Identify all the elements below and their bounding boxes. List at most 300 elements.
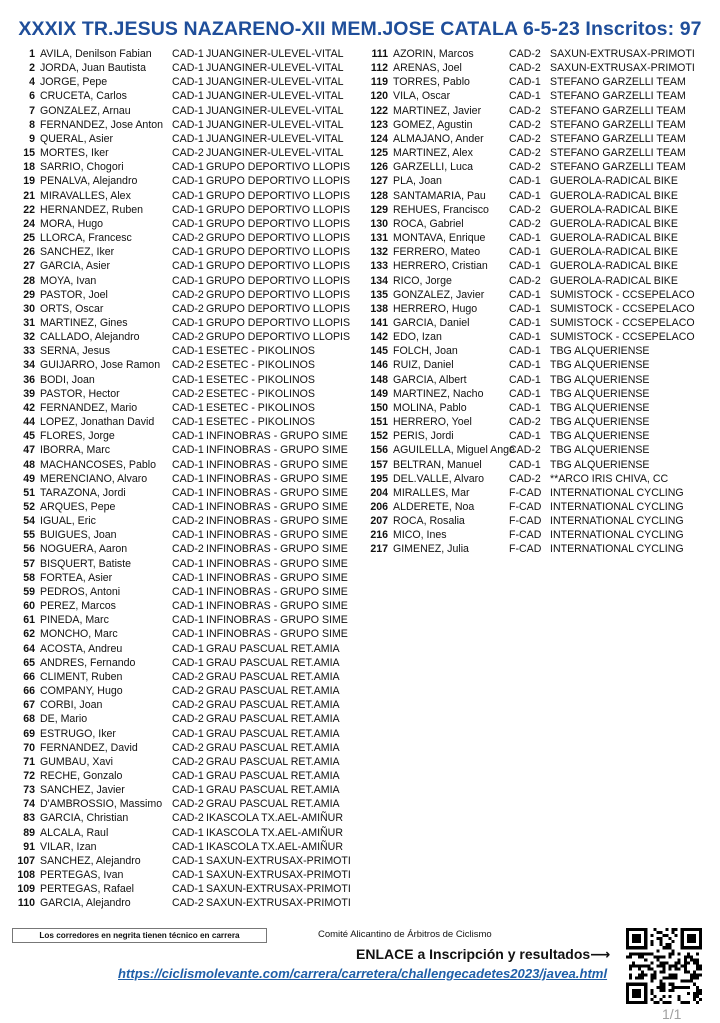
rider-team: JUANGINER-ULEVEL-VITAL bbox=[206, 118, 344, 131]
rider-name: QUERAL, Asier bbox=[40, 132, 114, 145]
rider-number: 65 bbox=[23, 656, 35, 669]
rider-name: JORDA, Juan Bautista bbox=[40, 62, 146, 75]
rider-category: CAD-1 bbox=[172, 373, 204, 386]
rider-number: 54 bbox=[23, 515, 35, 528]
rider-number: 67 bbox=[23, 699, 35, 712]
rider-category: F-CAD bbox=[509, 486, 542, 499]
rider-row bbox=[8, 627, 360, 641]
rider-name: FOLCH, Joan bbox=[393, 345, 458, 358]
rider-row bbox=[8, 542, 360, 556]
rider-team: ESETEC - PIKOLINOS bbox=[206, 359, 315, 372]
rider-category: CAD-1 bbox=[172, 628, 204, 641]
rider-category: CAD-1 bbox=[509, 387, 541, 400]
rider-number: 89 bbox=[23, 826, 35, 839]
rider-category: CAD-1 bbox=[509, 189, 541, 202]
rider-team: STEFANO GARZELLI TEAM bbox=[550, 161, 686, 174]
rider-category: CAD-2 bbox=[172, 543, 204, 556]
rider-name: LOPEZ, Jonathan David bbox=[40, 416, 155, 429]
rider-number: 29 bbox=[23, 288, 35, 301]
rider-team: GRAU PASCUAL RET.AMIA bbox=[206, 755, 340, 768]
rider-category: CAD-1 bbox=[172, 246, 204, 259]
rider-category: CAD-1 bbox=[509, 401, 541, 414]
rider-team: INFINOBRAS - GRUPO SIME bbox=[206, 472, 348, 485]
rider-team: GRUPO DEPORTIVO LLOPIS bbox=[206, 175, 351, 188]
rider-team: TBG ALQUERIENSE bbox=[550, 458, 650, 471]
rider-category: CAD-1 bbox=[172, 76, 204, 89]
rider-team: INFINOBRAS - GRUPO SIME bbox=[206, 571, 348, 584]
rider-name: HERRERO, Cristian bbox=[393, 260, 488, 273]
rider-row bbox=[8, 174, 360, 188]
rider-category: CAD-2 bbox=[172, 288, 204, 301]
rider-category: CAD-2 bbox=[509, 274, 541, 287]
rider-row bbox=[360, 373, 712, 387]
rider-row bbox=[8, 259, 360, 273]
rider-row bbox=[8, 47, 360, 61]
rider-number: 57 bbox=[23, 557, 35, 570]
rider-number: 51 bbox=[23, 486, 35, 499]
rider-category: CAD-1 bbox=[172, 161, 204, 174]
rider-number: 131 bbox=[370, 232, 388, 245]
rider-team: GRAU PASCUAL RET.AMIA bbox=[206, 784, 340, 797]
rider-number: 66 bbox=[23, 685, 35, 698]
rider-team: SAXUN-EXTRUSAX-PRIMOTI bbox=[550, 48, 695, 60]
rider-name: MONTAVA, Enrique bbox=[393, 232, 486, 245]
rider-category: CAD-1 bbox=[172, 260, 204, 273]
rider-row bbox=[360, 104, 712, 118]
rider-team: GRAU PASCUAL RET.AMIA bbox=[206, 741, 340, 754]
rider-team: JUANGINER-ULEVEL-VITAL bbox=[206, 104, 344, 117]
rider-number: 33 bbox=[23, 345, 35, 358]
rider-team: JUANGINER-ULEVEL-VITAL bbox=[206, 147, 344, 160]
rider-number: 135 bbox=[370, 288, 388, 301]
rider-name: GARCIA, Alejandro bbox=[40, 897, 131, 910]
rider-category: CAD-2 bbox=[172, 685, 204, 698]
rider-name: ALCALA, Raul bbox=[40, 826, 109, 839]
rider-team: SUMISTOCK - CCSEPELACO bbox=[550, 288, 695, 301]
rider-category: CAD-2 bbox=[509, 444, 541, 457]
rider-category: CAD-2 bbox=[172, 147, 204, 160]
rider-team: ESETEC - PIKOLINOS bbox=[206, 345, 315, 358]
rider-row bbox=[360, 274, 712, 288]
rider-category: CAD-2 bbox=[509, 104, 541, 117]
rider-category: CAD-1 bbox=[509, 246, 541, 259]
rider-name: PASTOR, Joel bbox=[40, 288, 108, 301]
rider-number: 49 bbox=[23, 472, 35, 485]
qr-code-icon[interactable] bbox=[626, 928, 702, 1004]
rider-row bbox=[360, 61, 712, 75]
rider-number: 204 bbox=[370, 486, 388, 499]
rider-team: **ARCO IRIS CHIVA, CC bbox=[550, 472, 669, 485]
rider-number: 26 bbox=[23, 246, 35, 259]
rider-row bbox=[360, 89, 712, 103]
rider-team: SAXUN-EXTRUSAX-PRIMOTI bbox=[206, 883, 351, 896]
rider-number: 15 bbox=[23, 147, 35, 160]
rider-name: FERRERO, Mateo bbox=[393, 246, 481, 259]
rider-number: 44 bbox=[23, 416, 35, 429]
rider-category: CAD-2 bbox=[509, 203, 541, 216]
rider-team: INFINOBRAS - GRUPO SIME bbox=[206, 486, 348, 499]
rider-number: 60 bbox=[23, 600, 35, 613]
rider-name: ROCA, Gabriel bbox=[393, 217, 464, 230]
rider-number: 22 bbox=[23, 203, 35, 216]
rider-team: GRAU PASCUAL RET.AMIA bbox=[206, 699, 340, 712]
rider-name: COMPANY, Hugo bbox=[40, 685, 123, 698]
rider-name: CRUCETA, Carlos bbox=[40, 90, 127, 103]
rider-number: 48 bbox=[23, 458, 35, 471]
rider-category: CAD-1 bbox=[172, 614, 204, 627]
rider-team: STEFANO GARZELLI TEAM bbox=[550, 147, 686, 160]
rider-number: 132 bbox=[370, 246, 388, 259]
rider-number: 110 bbox=[17, 897, 35, 910]
rider-category: CAD-1 bbox=[509, 331, 541, 344]
rider-row bbox=[8, 811, 360, 825]
rider-name: JORGE, Pepe bbox=[40, 76, 108, 89]
rider-name: FERNANDEZ, David bbox=[40, 741, 138, 754]
rider-team: JUANGINER-ULEVEL-VITAL bbox=[206, 48, 344, 60]
rider-team: GRAU PASCUAL RET.AMIA bbox=[206, 798, 340, 811]
rider-team: GRAU PASCUAL RET.AMIA bbox=[206, 656, 340, 669]
rider-category: CAD-1 bbox=[172, 345, 204, 358]
rider-category: CAD-2 bbox=[172, 713, 204, 726]
rider-team: GRUPO DEPORTIVO LLOPIS bbox=[206, 217, 351, 230]
rider-category: CAD-2 bbox=[172, 798, 204, 811]
rider-row bbox=[360, 458, 712, 472]
rider-number: 25 bbox=[23, 232, 35, 245]
rider-row bbox=[360, 542, 712, 556]
rider-row bbox=[8, 146, 360, 160]
rider-name: IGUAL, Eric bbox=[40, 515, 96, 528]
rider-team: GUEROLA-RADICAL BIKE bbox=[550, 246, 678, 259]
rider-number: 56 bbox=[23, 543, 35, 556]
rider-team: GRUPO DEPORTIVO LLOPIS bbox=[206, 302, 351, 315]
rider-category: CAD-1 bbox=[172, 600, 204, 613]
rider-row bbox=[360, 231, 712, 245]
rider-team: GUEROLA-RADICAL BIKE bbox=[550, 203, 678, 216]
rider-number: 133 bbox=[370, 260, 388, 273]
rider-row bbox=[8, 712, 360, 726]
rider-number: 73 bbox=[23, 784, 35, 797]
rider-number: 146 bbox=[370, 359, 388, 372]
rider-number: 127 bbox=[370, 175, 388, 188]
rider-name: MARTINEZ, Javier bbox=[393, 104, 482, 117]
rider-row bbox=[360, 344, 712, 358]
rider-team: GRUPO DEPORTIVO LLOPIS bbox=[206, 232, 351, 245]
rider-row bbox=[8, 656, 360, 670]
rider-team: SUMISTOCK - CCSEPELACO bbox=[550, 302, 695, 315]
rider-number: 149 bbox=[370, 387, 388, 400]
rider-name: BUIGUES, Joan bbox=[40, 529, 117, 542]
rider-team: STEFANO GARZELLI TEAM bbox=[550, 90, 686, 103]
rider-name: CORBI, Joan bbox=[40, 699, 103, 712]
rider-category: CAD-2 bbox=[172, 755, 204, 768]
rider-category: CAD-2 bbox=[509, 62, 541, 75]
rider-row bbox=[8, 75, 360, 89]
rider-name: MIRAVALLES, Alex bbox=[40, 189, 131, 202]
rider-category: CAD-1 bbox=[172, 529, 204, 542]
rider-team: IKASCOLA TX.AEL-AMIÑUR bbox=[206, 840, 343, 853]
rider-team: INFINOBRAS - GRUPO SIME bbox=[206, 628, 348, 641]
rider-category: F-CAD bbox=[509, 543, 542, 556]
rider-name: DEL.VALLE, Alvaro bbox=[393, 472, 485, 485]
rider-row bbox=[8, 486, 360, 500]
rider-team: TBG ALQUERIENSE bbox=[550, 387, 650, 400]
rider-category: CAD-1 bbox=[509, 90, 541, 103]
rider-category: F-CAD bbox=[509, 515, 542, 528]
rider-category: CAD-1 bbox=[172, 316, 204, 329]
rider-row bbox=[360, 358, 712, 372]
rider-number: 72 bbox=[23, 769, 35, 782]
rider-team: GRUPO DEPORTIVO LLOPIS bbox=[206, 316, 351, 329]
rider-row bbox=[360, 443, 712, 457]
rider-row bbox=[8, 217, 360, 231]
rider-team: ESETEC - PIKOLINOS bbox=[206, 387, 315, 400]
rider-number: 62 bbox=[23, 628, 35, 641]
rider-number: 128 bbox=[370, 189, 388, 202]
rider-name: FERNANDEZ, Jose Anton bbox=[40, 118, 164, 131]
rider-number: 69 bbox=[23, 727, 35, 740]
rider-row bbox=[360, 146, 712, 160]
rider-row bbox=[360, 47, 712, 61]
rider-category: CAD-1 bbox=[172, 175, 204, 188]
results-link[interactable]: https://ciclismolevante.com/carrera/carretera/challengecadetes2023/javea.html bbox=[118, 966, 608, 981]
rider-number: 206 bbox=[370, 501, 388, 513]
rider-name: BODI, Joan bbox=[40, 373, 95, 386]
rider-number: 119 bbox=[370, 76, 388, 89]
rider-category: CAD-1 bbox=[172, 642, 204, 655]
rider-number: 109 bbox=[17, 883, 35, 896]
rider-category: CAD-2 bbox=[509, 132, 541, 145]
rider-team: GRUPO DEPORTIVO LLOPIS bbox=[206, 246, 351, 259]
rider-row bbox=[8, 429, 360, 443]
rider-category: CAD-2 bbox=[172, 670, 204, 683]
rider-name: AVILA, Denilson Fabian bbox=[40, 48, 152, 60]
rider-name: PEREZ, Marcos bbox=[40, 600, 116, 613]
rider-row bbox=[360, 429, 712, 443]
rider-number: 2 bbox=[29, 62, 35, 75]
rider-team: IKASCOLA TX.AEL-AMIÑUR bbox=[206, 812, 343, 825]
rider-category: CAD-2 bbox=[509, 472, 541, 485]
rider-category: CAD-1 bbox=[509, 302, 541, 315]
rider-number: 207 bbox=[370, 515, 388, 528]
rider-name: PEDROS, Antoni bbox=[40, 585, 121, 598]
rider-team: JUANGINER-ULEVEL-VITAL bbox=[206, 132, 344, 145]
rider-category: CAD-1 bbox=[172, 430, 204, 443]
rider-category: CAD-1 bbox=[172, 854, 204, 867]
rider-team: SAXUN-EXTRUSAX-PRIMOTI bbox=[206, 897, 351, 910]
rider-name: TARAZONA, Jordi bbox=[40, 486, 126, 499]
rider-number: 157 bbox=[370, 458, 388, 471]
rider-row bbox=[360, 132, 712, 146]
rider-name: IBORRA, Marc bbox=[40, 444, 111, 457]
rider-row bbox=[8, 203, 360, 217]
rider-name: GARCIA, Albert bbox=[393, 373, 467, 386]
rider-row bbox=[8, 797, 360, 811]
rider-category: CAD-1 bbox=[172, 203, 204, 216]
rider-row bbox=[8, 868, 360, 882]
rider-name: VILA, Oscar bbox=[393, 90, 451, 103]
rider-team: INFINOBRAS - GRUPO SIME bbox=[206, 543, 348, 556]
rider-category: CAD-1 bbox=[509, 260, 541, 273]
rider-name: GARZELLI, Luca bbox=[393, 161, 474, 174]
rider-number: 32 bbox=[23, 331, 35, 344]
rider-team: GUEROLA-RADICAL BIKE bbox=[550, 274, 678, 287]
rider-number: 122 bbox=[370, 104, 388, 117]
rider-row bbox=[8, 373, 360, 387]
rider-category: CAD-2 bbox=[509, 118, 541, 131]
rider-category: CAD-1 bbox=[172, 571, 204, 584]
rider-category: CAD-1 bbox=[509, 316, 541, 329]
rider-row bbox=[8, 401, 360, 415]
rider-name: MOYA, Ivan bbox=[40, 274, 97, 287]
rider-name: GONZALEZ, Javier bbox=[393, 288, 485, 301]
rider-category: CAD-1 bbox=[509, 232, 541, 245]
rider-category: CAD-2 bbox=[172, 897, 204, 910]
rider-row bbox=[360, 245, 712, 259]
rider-category: CAD-1 bbox=[172, 883, 204, 896]
rider-number: 55 bbox=[23, 529, 35, 542]
rider-row bbox=[360, 500, 712, 514]
rider-number: 108 bbox=[17, 869, 35, 882]
rider-name: ANDRES, Fernando bbox=[40, 656, 136, 669]
rider-name: CALLADO, Alejandro bbox=[40, 331, 140, 344]
rider-team: INTERNATIONAL CYCLING bbox=[550, 529, 684, 542]
rider-name: AZORIN, Marcos bbox=[393, 48, 474, 60]
rider-category: CAD-1 bbox=[172, 501, 204, 513]
rider-team: GRUPO DEPORTIVO LLOPIS bbox=[206, 161, 351, 174]
rider-row bbox=[360, 217, 712, 231]
rider-row bbox=[8, 330, 360, 344]
rider-team: SUMISTOCK - CCSEPELACO bbox=[550, 331, 695, 344]
rider-name: LLORCA, Francesc bbox=[40, 232, 132, 245]
rider-row bbox=[8, 344, 360, 358]
rider-number: 9 bbox=[29, 132, 35, 145]
page-indicator: 1/1 bbox=[662, 1006, 682, 1022]
rider-team: JUANGINER-ULEVEL-VITAL bbox=[206, 76, 344, 89]
rider-category: CAD-1 bbox=[509, 373, 541, 386]
rider-category: CAD-1 bbox=[509, 430, 541, 443]
page-title: XXXIX TR.JESUS NAZARENO-XII MEM.JOSE CATALA 6-5-23 Inscritos: 97 bbox=[18, 18, 702, 40]
rider-row bbox=[360, 259, 712, 273]
rider-name: ORTS, Oscar bbox=[40, 302, 104, 315]
rider-name: GARCIA, Daniel bbox=[393, 316, 470, 329]
rider-row bbox=[360, 118, 712, 132]
rider-row bbox=[360, 75, 712, 89]
rider-team: GRUPO DEPORTIVO LLOPIS bbox=[206, 189, 351, 202]
rider-team: GRAU PASCUAL RET.AMIA bbox=[206, 727, 340, 740]
rider-team: TBG ALQUERIENSE bbox=[550, 401, 650, 414]
rider-category: CAD-1 bbox=[509, 76, 541, 89]
rider-number: 68 bbox=[23, 713, 35, 726]
rider-team: INFINOBRAS - GRUPO SIME bbox=[206, 458, 348, 471]
rider-row bbox=[360, 302, 712, 316]
rider-number: 52 bbox=[23, 501, 35, 513]
rider-team: INFINOBRAS - GRUPO SIME bbox=[206, 444, 348, 457]
rider-number: 126 bbox=[370, 161, 388, 174]
rider-category: CAD-1 bbox=[172, 217, 204, 230]
rider-team: GUEROLA-RADICAL BIKE bbox=[550, 175, 678, 188]
rider-number: 138 bbox=[370, 302, 388, 315]
rider-category: CAD-1 bbox=[172, 769, 204, 782]
rider-category: CAD-1 bbox=[172, 90, 204, 103]
rider-number: 58 bbox=[23, 571, 35, 584]
rider-category: CAD-1 bbox=[172, 48, 204, 60]
rider-row bbox=[8, 472, 360, 486]
rider-name: HERRERO, Hugo bbox=[393, 302, 478, 315]
rider-number: 36 bbox=[23, 373, 35, 386]
results-link-heading: ENLACE a Inscripción y resultados⟶ bbox=[356, 946, 611, 962]
rider-name: BELTRAN, Manuel bbox=[393, 458, 482, 471]
rider-name: GUIJARRO, Jose Ramon bbox=[40, 359, 161, 372]
rider-team: INTERNATIONAL CYCLING bbox=[550, 515, 684, 528]
rider-row bbox=[8, 274, 360, 288]
rider-number: 59 bbox=[23, 585, 35, 598]
rider-number: 142 bbox=[370, 331, 388, 344]
rider-name: HERNANDEZ, Ruben bbox=[40, 203, 144, 216]
rider-team: GUEROLA-RADICAL BIKE bbox=[550, 232, 678, 245]
rider-number: 34 bbox=[23, 359, 35, 372]
rider-team: STEFANO GARZELLI TEAM bbox=[550, 76, 686, 89]
rider-number: 7 bbox=[29, 104, 35, 117]
rider-category: CAD-1 bbox=[172, 656, 204, 669]
rider-team: TBG ALQUERIENSE bbox=[550, 345, 650, 358]
rider-team: TBG ALQUERIENSE bbox=[550, 373, 650, 386]
rider-name: SANCHEZ, Javier bbox=[40, 784, 125, 797]
rider-team: JUANGINER-ULEVEL-VITAL bbox=[206, 62, 344, 75]
rider-category: CAD-1 bbox=[172, 62, 204, 75]
rider-category: CAD-2 bbox=[509, 161, 541, 174]
rider-team: SAXUN-EXTRUSAX-PRIMOTI bbox=[206, 854, 351, 867]
rider-number: 74 bbox=[23, 798, 35, 811]
rider-category: CAD-1 bbox=[172, 840, 204, 853]
rider-category: CAD-2 bbox=[509, 416, 541, 429]
rider-name: ACOSTA, Andreu bbox=[40, 642, 123, 655]
rider-row bbox=[360, 387, 712, 401]
rider-category: CAD-1 bbox=[172, 585, 204, 598]
rider-category: CAD-2 bbox=[172, 331, 204, 344]
rider-number: 150 bbox=[370, 401, 388, 414]
rider-team: INFINOBRAS - GRUPO SIME bbox=[206, 557, 348, 570]
rider-row bbox=[8, 670, 360, 684]
rider-number: 216 bbox=[370, 529, 388, 542]
rider-name: MORA, Hugo bbox=[40, 217, 103, 230]
rider-row bbox=[8, 132, 360, 146]
rider-number: 18 bbox=[23, 161, 35, 174]
rider-number: 28 bbox=[23, 274, 35, 287]
rider-category: CAD-2 bbox=[172, 812, 204, 825]
rider-number: 120 bbox=[370, 90, 388, 103]
rider-team: TBG ALQUERIENSE bbox=[550, 359, 650, 372]
rider-team: STEFANO GARZELLI TEAM bbox=[550, 104, 686, 117]
rider-category: CAD-2 bbox=[172, 359, 204, 372]
rider-row bbox=[8, 104, 360, 118]
rider-number: 130 bbox=[370, 217, 388, 230]
rider-row bbox=[8, 826, 360, 840]
rider-number: 19 bbox=[23, 175, 35, 188]
committee-label: Comité Alicantino de Árbitros de Ciclismo bbox=[318, 929, 492, 940]
rider-category: CAD-1 bbox=[172, 104, 204, 117]
rider-category: CAD-2 bbox=[172, 387, 204, 400]
rider-number: 39 bbox=[23, 387, 35, 400]
rider-number: 145 bbox=[370, 345, 388, 358]
rider-name: PERTEGAS, Ivan bbox=[40, 869, 124, 882]
rider-row bbox=[360, 401, 712, 415]
rider-number: 123 bbox=[370, 118, 388, 131]
rider-category: CAD-2 bbox=[172, 699, 204, 712]
rider-number: 71 bbox=[23, 755, 35, 768]
rider-name: SANTAMARIA, Pau bbox=[393, 189, 486, 202]
rider-team: GUEROLA-RADICAL BIKE bbox=[550, 260, 678, 273]
rider-row bbox=[8, 769, 360, 783]
